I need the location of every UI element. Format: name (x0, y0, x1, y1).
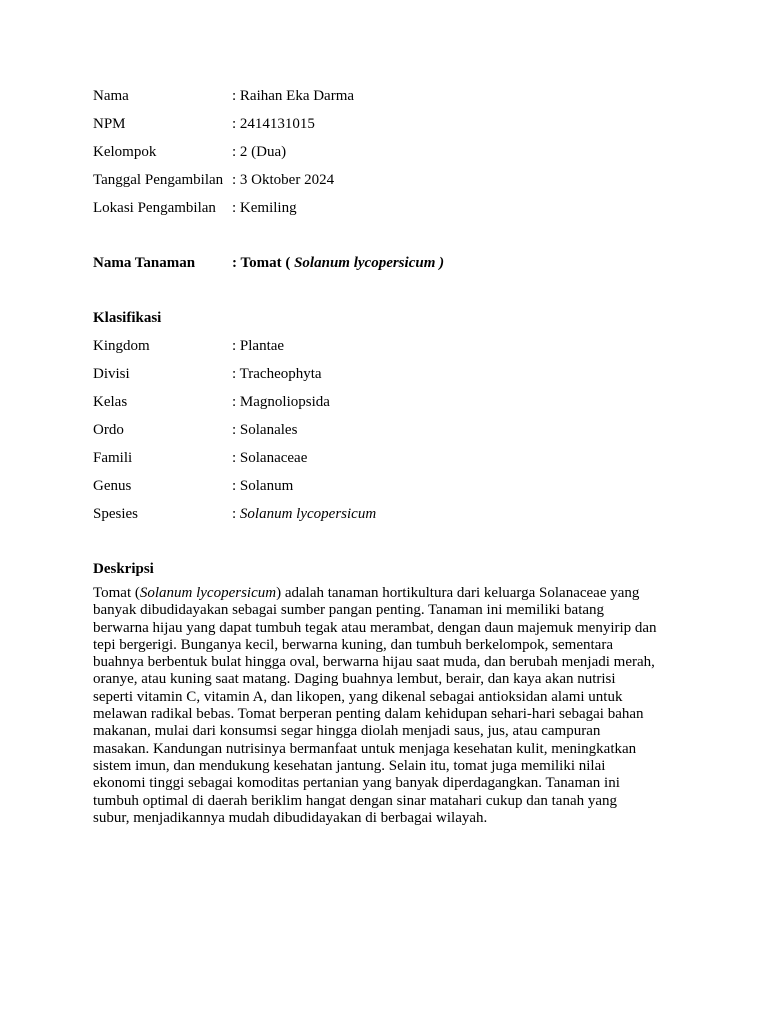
classification-value: : Solanaceae (232, 450, 308, 466)
plant-name-scientific: Solanum lycopersicum ) (290, 255, 445, 271)
identity-row-kelompok (93, 140, 683, 168)
classification-label: Spesies (93, 506, 138, 522)
identity-label: NPM (93, 116, 126, 132)
identity-value: : 2 (Dua) (232, 144, 287, 160)
description-line: masakan. Kandungan nutrisinya bermanfaat untuk menjaga kesehatan kulit, meningkatkan (93, 740, 637, 757)
description-section (93, 557, 683, 827)
spacer (93, 530, 683, 557)
classification-label: Divisi (93, 366, 130, 382)
description-line: berwarna hijau yang dapat tumbuh tegak atau merambat, dengan daun majemuk menyirip dan (93, 619, 657, 636)
classification-row-ordo (93, 418, 683, 446)
description-line: melawan radikal bebas. Tomat berperan penting dalam kehidupan sehari-hari sebagai bahan (93, 706, 644, 723)
classification-value: : Tracheophyta (232, 366, 322, 382)
description-line (93, 585, 683, 602)
description-line: tepi bergerigi. Bunganya kecil, berwarna kuning, dan tumbuh berkelompok, sementara (93, 636, 613, 653)
classification-row-spesies (93, 502, 683, 530)
description-line: tumbuh optimal di daerah beriklim hangat dengan sinar matahari cukup dan tanah yang (93, 792, 618, 809)
description-scientific-name: Solanum lycopersicum (139, 585, 277, 601)
identity-label: Tanggal Pengambilan (93, 172, 224, 188)
identity-row-tanggal (93, 168, 683, 196)
identity-label: Lokasi Pengambilan (93, 200, 216, 216)
classification-section (93, 306, 683, 530)
identity-value: : Kemiling (232, 200, 297, 216)
classification-value: : Solanales (232, 422, 298, 438)
classification-heading: Klasifikasi (93, 310, 162, 326)
plant-name-value (232, 251, 683, 279)
species-name: Solanum lycopersicum (239, 506, 377, 522)
description-line: makanan, mulai dari konsumsi segar hingga diolah menjadi saus, jus, atau campuran (93, 723, 601, 740)
description-paragraph (93, 585, 683, 827)
classification-label: Famili (93, 450, 133, 466)
identity-row-npm (93, 112, 683, 140)
identity-label: Kelompok (93, 144, 157, 160)
spacer (93, 279, 683, 306)
document-body (93, 84, 683, 827)
classification-row-divisi (93, 362, 683, 390)
plant-name-common: : Tomat ( (232, 255, 291, 271)
classification-value: : Plantae (232, 338, 285, 354)
identity-row-nama (93, 84, 683, 112)
identity-value: : 2414131015 (232, 116, 315, 132)
classification-row-kelas (93, 390, 683, 418)
spacer (93, 224, 683, 251)
description-suffix: ) adalah tanaman hortikultura dari keluarga Solanaceae yang (276, 585, 640, 601)
description-line: sistem imun, dan mendukung kesehatan jantung. Selain itu, tomat juga memiliki nilai (93, 757, 606, 774)
classification-label: Ordo (93, 422, 124, 438)
classification-value: : Magnoliopsida (232, 394, 330, 410)
description-line: ekonomi tinggi sebagai komoditas pertanian yang banyak diperdagangkan. Tanaman ini (93, 775, 620, 792)
description-line: oranye, atau kuning saat matang. Daging buahnya lembut, berair, dan kaya akan nutrisi (93, 671, 616, 688)
classification-label: Kelas (93, 394, 128, 410)
classification-value (232, 502, 683, 530)
classification-value: : Solanum (232, 478, 294, 494)
classification-row-kingdom (93, 334, 683, 362)
identity-value: : Raihan Eka Darma (232, 88, 355, 104)
identity-section (93, 84, 683, 224)
species-colon: : (232, 506, 240, 522)
classification-row-famili (93, 446, 683, 474)
plant-name-row (93, 251, 683, 279)
identity-value: : 3 Oktober 2024 (232, 172, 335, 188)
description-line: seperti vitamin C, vitamin A, dan likopen, yang dikenal sebagai antioksidan alami untuk (93, 688, 623, 705)
identity-row-lokasi (93, 196, 683, 224)
plant-name-label: Nama Tanaman (93, 255, 196, 271)
classification-row-genus (93, 474, 683, 502)
identity-label: Nama (93, 88, 129, 104)
description-heading: Deskripsi (93, 561, 154, 577)
classification-label: Genus (93, 478, 132, 494)
classification-label: Kingdom (93, 338, 150, 354)
description-line: banyak dibudidayakan sebagai sumber pangan penting. Tanaman ini memiliki batang (93, 602, 605, 619)
description-line: buahnya berbentuk bulat hingga oval, berwarna hijau saat muda, dan berubah menjadi merah, (93, 654, 655, 671)
description-prefix: Tomat ( (93, 585, 140, 601)
description-line: subur, menjadikannya mudah dibudidayakan di berbagai wilayah. (93, 809, 488, 826)
